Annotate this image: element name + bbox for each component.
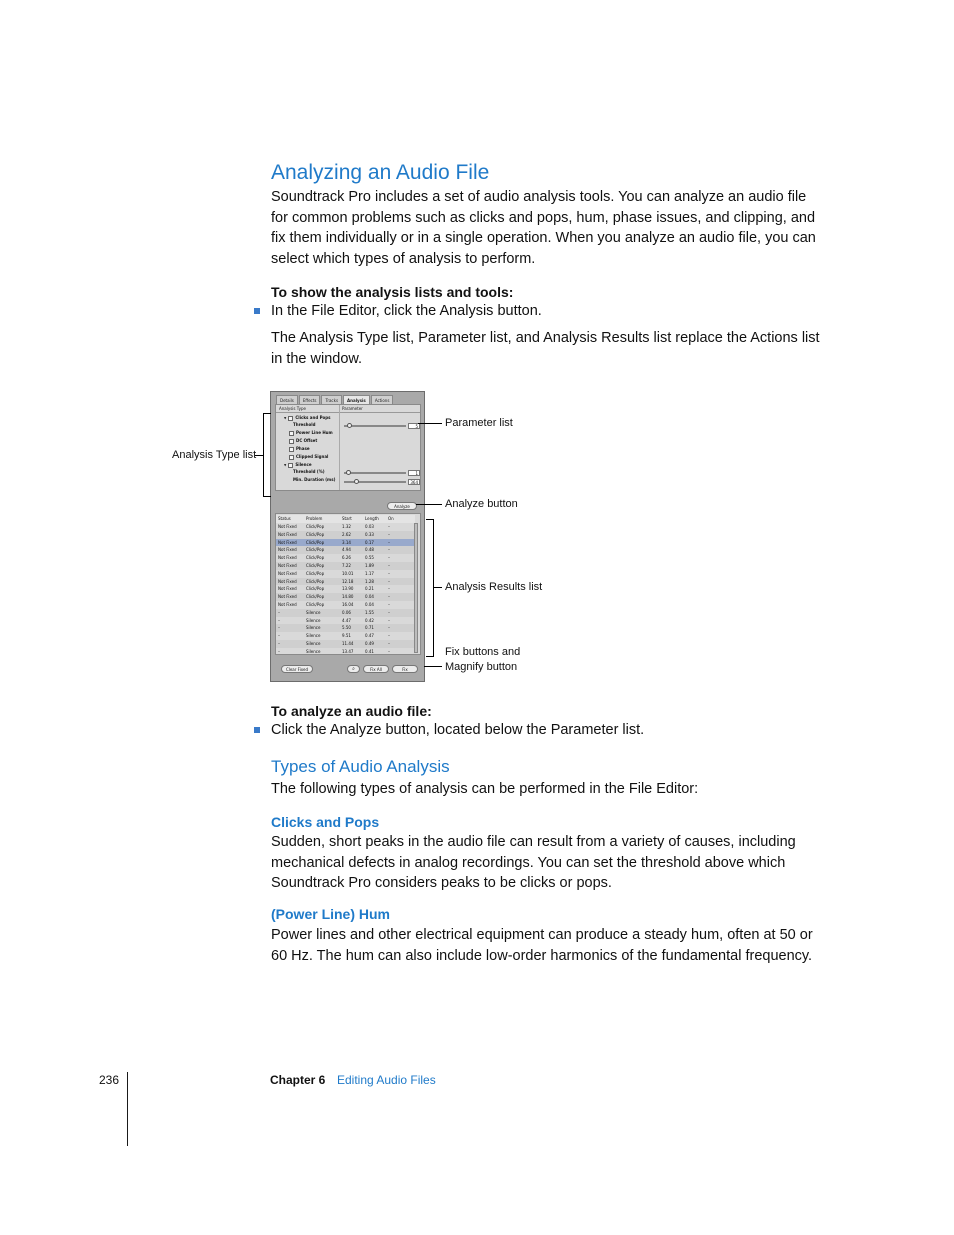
analysis-type-label: DC Offset xyxy=(296,438,318,443)
table-cell: Not Fixed xyxy=(278,578,297,584)
table-cell: – xyxy=(388,633,390,639)
table-cell: – xyxy=(388,578,390,584)
tab-analysis[interactable]: Analysis xyxy=(343,395,370,404)
table-cell: 0.04 xyxy=(365,594,374,600)
callout-fix-buttons-line1: Fix buttons and xyxy=(445,646,521,658)
intro-paragraph: Soundtrack Pro includes a set of audio analysis tools. You can analyze an audio file for common problems such as clicks and pops, hum, phase issues, and clipping, and fix them individually or in a single operation. When you analyze an audio file, you can select which types of analysis to perform. xyxy=(271,189,816,267)
table-row[interactable] xyxy=(276,578,415,586)
table-cell: 1.32 xyxy=(342,524,351,529)
table-cell: 3.14 xyxy=(342,539,351,545)
fix-button[interactable]: Fix xyxy=(392,665,418,673)
page-title: Analyzing an Audio File xyxy=(271,161,490,184)
table-cell: Click/Pop xyxy=(306,524,325,529)
table-cell: 0.71 xyxy=(365,625,374,631)
table-cell: 5.50 xyxy=(342,625,351,631)
table-row[interactable] xyxy=(276,562,415,570)
table-cell: 14.80 xyxy=(342,594,354,600)
table-cell: Click/Pop xyxy=(306,578,325,584)
table-cell: 6.26 xyxy=(342,555,351,561)
table-cell: Silence xyxy=(306,648,321,654)
analyze-button[interactable]: Analyze xyxy=(387,502,417,510)
table-cell: Click/Pop xyxy=(306,539,325,545)
table-cell: 1.55 xyxy=(365,609,374,615)
table-cell: Silence xyxy=(306,617,321,623)
param-header: Parameter xyxy=(342,406,363,411)
chapter-title: Editing Audio Files xyxy=(337,1073,436,1087)
table-cell: – xyxy=(278,609,280,615)
table-cell: 0.21 xyxy=(365,586,374,592)
threshold-value[interactable]: 5 xyxy=(408,423,420,429)
bullet-icon xyxy=(254,727,260,733)
table-cell: – xyxy=(278,625,280,631)
table-cell: – xyxy=(388,524,390,529)
table-row[interactable] xyxy=(276,601,415,609)
table-cell: 0.33 xyxy=(365,531,374,537)
table-cell: Not Fixed xyxy=(278,563,297,568)
silence-threshold-slider[interactable] xyxy=(346,470,351,475)
disclosure-icon[interactable]: ▼ xyxy=(284,416,287,420)
table-cell: Click/Pop xyxy=(306,547,325,553)
tab-tracks[interactable]: Tracks xyxy=(321,395,342,404)
analysis-type-row[interactable] xyxy=(289,437,317,444)
table-cell: 12.18 xyxy=(342,578,354,584)
table-row[interactable] xyxy=(276,585,415,593)
table-cell: – xyxy=(388,641,390,646)
table-cell: Click/Pop xyxy=(306,531,325,537)
analysis-type-label: Power Line Hum xyxy=(296,430,333,435)
table-cell: 1.28 xyxy=(365,578,374,584)
table-cell: Not Fixed xyxy=(278,555,297,561)
table-cell: 0.55 xyxy=(365,555,374,561)
results-header xyxy=(276,515,415,523)
table-cell: Not Fixed xyxy=(278,539,297,545)
table-cell: 0.47 xyxy=(365,633,374,639)
table-cell: Not Fixed xyxy=(278,602,297,607)
table-cell: 0.42 xyxy=(365,617,374,623)
table-cell: 2.62 xyxy=(342,531,351,537)
checkbox-icon[interactable] xyxy=(289,439,294,444)
hum-body: Power lines and other electrical equipment can produce a steady hum, often at 50 or 60 Hz. The hum can also include low-order harmonics of the fundamental frequency. xyxy=(271,927,813,964)
disclosure-icon[interactable]: ▼ xyxy=(284,463,287,467)
table-cell: 0.49 xyxy=(365,641,374,646)
table-cell: 0.04 xyxy=(365,602,374,607)
table-cell: Click/Pop xyxy=(306,570,325,576)
results-column-header[interactable]: On xyxy=(388,516,394,521)
table-cell: – xyxy=(278,633,280,639)
table-cell: 13.90 xyxy=(342,586,354,592)
min-duration-slider[interactable] xyxy=(354,479,359,484)
results-column-header[interactable]: Problem xyxy=(306,516,323,521)
table-cell: Not Fixed xyxy=(278,586,297,592)
silence-threshold-value[interactable]: 1 xyxy=(408,470,420,476)
table-row[interactable] xyxy=(276,531,415,539)
table-cell: Not Fixed xyxy=(278,594,297,600)
table-cell: 10.01 xyxy=(342,570,354,576)
analysis-type-label: Clicks and Pops xyxy=(295,415,331,420)
table-cell: Click/Pop xyxy=(306,563,325,568)
callout-analysis-results-list: Analysis Results list xyxy=(445,581,543,593)
table-cell: Click/Pop xyxy=(306,586,325,592)
clear-fixed-button[interactable]: Clear Fixed xyxy=(281,665,313,673)
callout-analyze-button: Analyze button xyxy=(445,498,518,510)
table-cell: Click/Pop xyxy=(306,602,325,607)
table-row[interactable] xyxy=(276,640,415,648)
tab-details[interactable]: Details xyxy=(276,395,298,404)
analysis-type-label: Silence xyxy=(295,462,312,467)
tab-actions[interactable]: Actions xyxy=(371,395,394,404)
table-cell: 1.17 xyxy=(365,570,374,576)
analysis-type-row[interactable] xyxy=(289,453,328,460)
table-row[interactable] xyxy=(276,554,415,562)
task2-step xyxy=(271,722,644,738)
table-row[interactable] xyxy=(276,570,415,578)
analysis-type-label: Threshold (%) xyxy=(293,469,325,474)
tab-effects[interactable]: Effects xyxy=(299,395,321,404)
table-cell: Silence xyxy=(306,633,321,639)
task2-step-text: Click the Analyze button, located below the Parameter list. xyxy=(271,722,645,738)
results-column-header[interactable]: Start xyxy=(342,516,352,521)
table-cell: Silence xyxy=(306,641,321,646)
analysis-panel-screenshot xyxy=(270,391,425,682)
table-row[interactable] xyxy=(276,539,415,547)
table-cell: – xyxy=(388,539,390,545)
results-column-header[interactable]: Length xyxy=(365,516,379,521)
callout-parameter-list: Parameter list xyxy=(445,417,513,429)
task1-note: The Analysis Type list, Parameter list, and Analysis Results list replace the Actions list in the window. xyxy=(271,330,820,367)
min-duration-value[interactable]: 364 xyxy=(408,479,420,485)
bullet-icon xyxy=(254,308,260,314)
task1-step xyxy=(271,303,542,319)
analysis-type-row xyxy=(293,468,325,475)
analysis-type-row xyxy=(293,476,335,483)
table-cell: Not Fixed xyxy=(278,547,297,553)
callout-fix-buttons xyxy=(445,645,520,675)
table-cell: 0.41 xyxy=(365,648,374,654)
table-cell: 9.51 xyxy=(342,633,351,639)
results-column-header[interactable]: Status xyxy=(278,516,291,521)
table-cell: – xyxy=(278,641,280,646)
table-cell: Not Fixed xyxy=(278,531,297,537)
analysis-type-row[interactable] xyxy=(289,445,310,452)
table-cell: – xyxy=(388,648,390,654)
fix-all-button[interactable]: Fix All xyxy=(363,665,389,673)
table-cell: Click/Pop xyxy=(306,594,325,600)
table-row[interactable] xyxy=(276,546,415,554)
task1-lead: To show the analysis lists and tools: xyxy=(271,284,514,300)
analysis-type-row[interactable] xyxy=(284,461,312,468)
clicks-body: Sudden, short peaks in the audio file can result from a variety of causes, including mechanical defects in analog recordings. You can set the threshold above which Soundtrack Pro considers peaks to be clicks or pops. xyxy=(271,834,796,891)
type-header: Analysis Type xyxy=(279,406,306,411)
table-cell: – xyxy=(388,547,390,553)
table-cell: 0.17 xyxy=(365,539,374,545)
callout-analysis-type-list: Analysis Type list xyxy=(172,449,257,461)
table-cell: 11.44 xyxy=(342,641,354,646)
checkbox-icon[interactable] xyxy=(288,416,293,421)
page-number: 236 xyxy=(99,1073,120,1087)
table-cell: Silence xyxy=(306,609,321,615)
table-cell: – xyxy=(388,570,390,576)
table-row[interactable] xyxy=(276,593,415,601)
table-row[interactable] xyxy=(276,632,415,640)
table-row[interactable] xyxy=(276,648,415,655)
analysis-results-list xyxy=(275,513,421,655)
task2-lead: To analyze an audio file: xyxy=(271,703,432,719)
table-row[interactable] xyxy=(276,523,415,531)
table-cell: – xyxy=(388,609,390,615)
table-cell: – xyxy=(278,617,280,623)
analysis-type-pane xyxy=(275,404,421,491)
analysis-type-label: Phase xyxy=(296,446,310,451)
table-row[interactable] xyxy=(276,609,415,617)
magnify-icon: ⌕ xyxy=(352,666,355,672)
section-intro: The following types of analysis can be performed in the File Editor: xyxy=(271,781,699,797)
table-cell: 0.03 xyxy=(365,524,374,529)
analysis-type-label: Threshold xyxy=(293,422,316,427)
table-cell: Click/Pop xyxy=(306,555,325,561)
table-cell: – xyxy=(388,563,390,568)
table-cell: Silence xyxy=(306,625,321,631)
callout-fix-buttons-line2: Magnify button xyxy=(445,661,518,673)
table-cell: – xyxy=(388,625,390,631)
table-cell: Not Fixed xyxy=(278,524,297,529)
task1-step-text: In the File Editor, click the Analysis button. xyxy=(271,303,542,319)
results-scrollbar[interactable] xyxy=(414,523,418,653)
analysis-type-row[interactable] xyxy=(289,429,333,436)
table-cell: – xyxy=(388,594,390,600)
chapter-label: Chapter 6 xyxy=(270,1073,326,1087)
table-cell: 1.89 xyxy=(365,563,374,568)
footer-rule xyxy=(127,1072,128,1146)
table-cell: 7.22 xyxy=(342,563,351,568)
analysis-type-label: Clipped Signal xyxy=(296,454,329,459)
table-cell: – xyxy=(388,555,390,561)
analysis-type-row[interactable] xyxy=(284,414,331,421)
table-cell: – xyxy=(388,617,390,623)
table-cell: – xyxy=(388,602,390,607)
table-cell: 0.06 xyxy=(342,609,351,615)
threshold-slider[interactable] xyxy=(347,423,352,428)
clicks-title: Clicks and Pops xyxy=(271,814,380,830)
table-cell: – xyxy=(388,531,390,537)
table-row[interactable] xyxy=(276,624,415,632)
table-cell: 16.04 xyxy=(342,602,354,607)
table-cell: 13.47 xyxy=(342,648,354,654)
analysis-type-row xyxy=(293,421,315,428)
checkbox-icon[interactable] xyxy=(289,447,294,452)
table-row[interactable] xyxy=(276,617,415,625)
tab-bar xyxy=(276,395,393,404)
table-cell: – xyxy=(388,586,390,592)
magnify-button[interactable] xyxy=(347,665,360,673)
analysis-type-label: Min. Duration (ms) xyxy=(293,477,336,482)
checkbox-icon[interactable] xyxy=(289,455,294,460)
table-cell: 4.94 xyxy=(342,547,351,553)
section-title: Types of Audio Analysis xyxy=(271,757,450,776)
table-cell: – xyxy=(278,648,280,654)
checkbox-icon[interactable] xyxy=(289,431,294,436)
hum-title: (Power Line) Hum xyxy=(271,906,391,922)
checkbox-icon[interactable] xyxy=(288,463,293,468)
table-cell: Not Fixed xyxy=(278,570,297,576)
table-cell: 4.47 xyxy=(342,617,351,623)
table-cell: 0.48 xyxy=(365,547,374,553)
